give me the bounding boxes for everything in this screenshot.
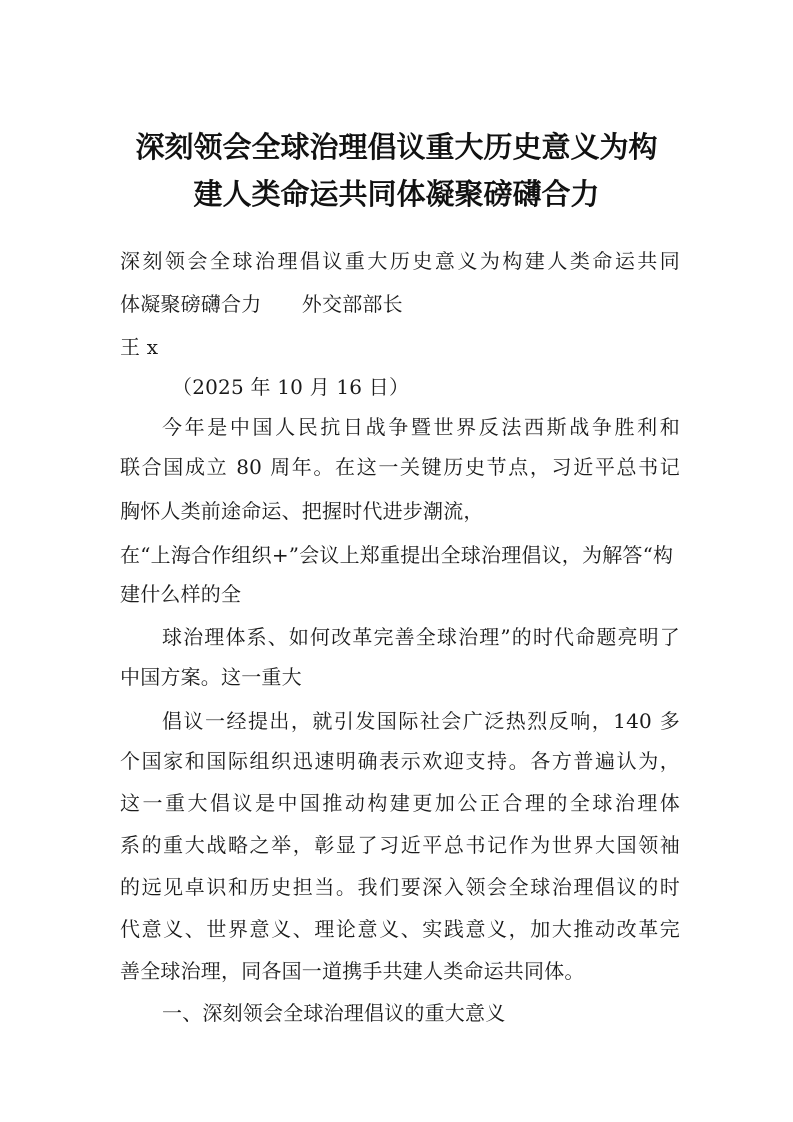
paragraph-line: 建什么样的全 <box>120 582 242 606</box>
section-heading: 一、深刻领会全球治理倡议的重大意义 <box>162 1001 506 1025</box>
paragraph-line: 善全球治理，同各国一道携手共建人类命运共同体。 <box>120 959 585 983</box>
paragraph-line: 系的重大战略之举，彰显了习近平总书记作为世界大国领袖 <box>120 833 680 857</box>
paragraph-line: 个国家和国际组织迅速明确表示欢迎支持。各方普遍认为， <box>120 749 680 773</box>
paragraph-line: 的远见卓识和历史担当。我们要深入领会全球治理倡议的时 <box>120 875 680 899</box>
paragraph-line: 这一重大倡议是中国推动构建更加公正合理的全球治理体 <box>120 791 680 815</box>
paragraph-line: 倡议一经提出，就引发国际社会广泛热烈反响，140 多 <box>162 709 680 733</box>
document-title-line-1: 深刻领会全球治理倡议重大历史意义为构 <box>135 130 658 164</box>
subtitle-line-1: 深刻领会全球治理倡议重大历史意义为构建人类命运共同 <box>120 249 680 273</box>
paragraph-line: 联合国成立 80 周年。在这一关键历史节点，习近平总书记 <box>120 455 680 479</box>
paragraph-line: 今年是中国人民抗日战争暨世界反法西斯战争胜利和 <box>162 415 680 439</box>
subtitle-line-2: 体凝聚磅礴合力 外交部部长 <box>120 292 403 316</box>
document-date: （2025 年 10 月 16 日） <box>172 375 410 399</box>
author-name: 王 x <box>120 335 159 359</box>
paragraph-line: 中国方案。这一重大 <box>120 665 302 689</box>
document-title-line-2: 建人类命运共同体凝聚磅礴合力 <box>193 177 600 211</box>
paragraph-line: 胸怀人类前途命运、把握时代进步潮流， <box>120 499 484 523</box>
paragraph-line: 球治理体系、如何改革完善全球治理”的时代命题亮明了 <box>162 625 680 649</box>
paragraph-line: 在“上海合作组织+”会议上郑重提出全球治理倡议，为解答“构 <box>120 543 674 567</box>
paragraph-line: 代意义、世界意义、理论意义、实践意义，加大推动改革完 <box>120 917 680 941</box>
